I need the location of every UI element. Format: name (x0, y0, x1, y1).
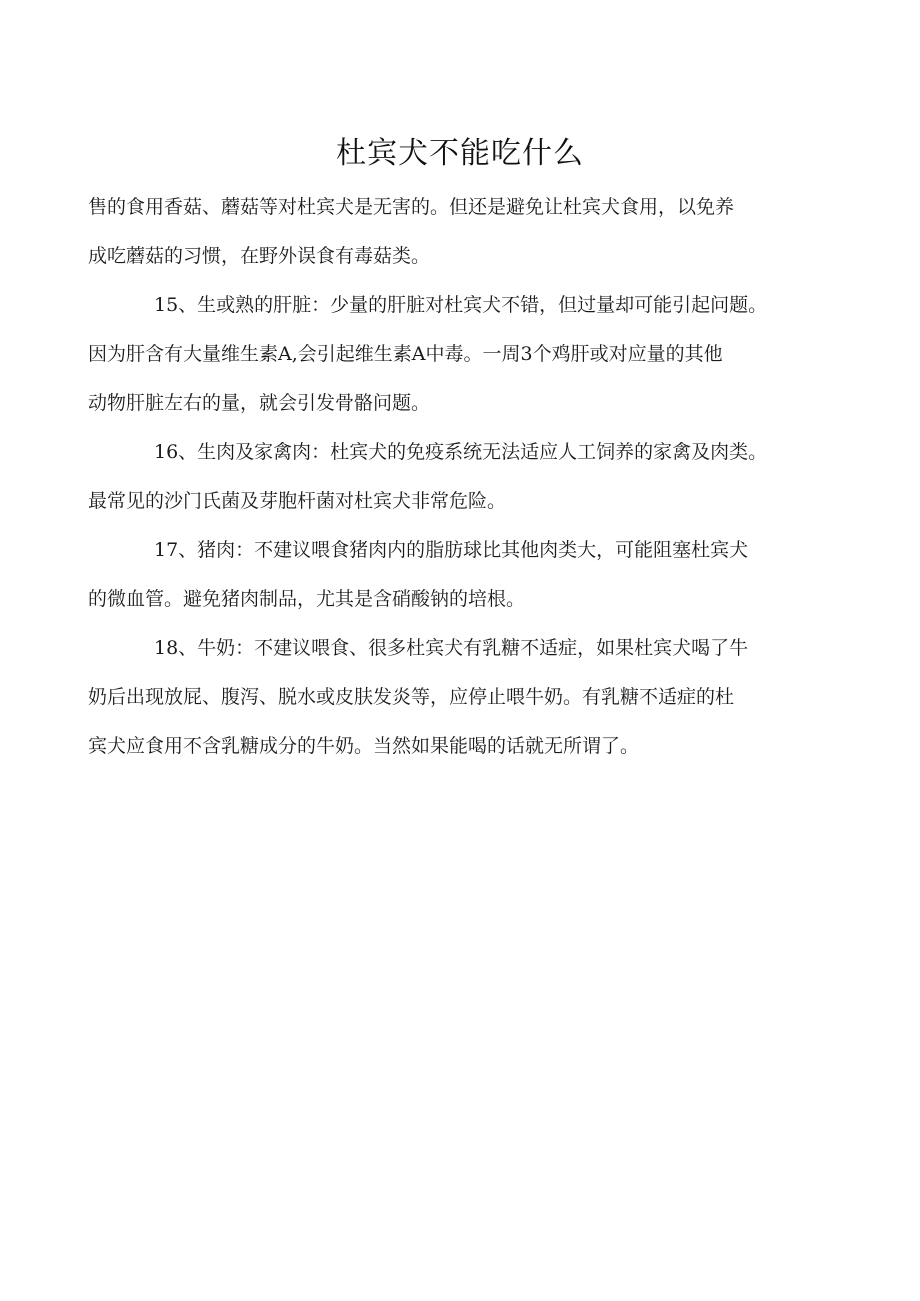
text-line: 成吃蘑菇的习惯，在野外误食有毒菇类。 (88, 245, 431, 267)
text-line: 因为肝含有大量维生素A,会引起维生素A中毒。一周3个鸡肝或对应量的其他 (88, 343, 723, 365)
paragraph-item-16-raw-meat (88, 428, 834, 526)
paragraph-mushroom-continued (88, 183, 834, 281)
page-title: 杜宾犬不能吃什么 (336, 136, 584, 171)
text-line: 宾犬应食用不含乳糖成分的牛奶。当然如果能喝的话就无所谓了。 (88, 735, 640, 757)
document-body (88, 183, 834, 771)
text-line: 售的食用香菇、蘑菇等对杜宾犬是无害的。但还是避免让杜宾犬食用，以免养 (88, 196, 735, 218)
text-line: 17、猪肉：不建议喂食猪肉内的脂肪球比其他肉类大，可能阻塞杜宾犬 (154, 539, 749, 561)
text-line: 18、牛奶：不建议喂食、很多杜宾犬有乳糖不适症，如果杜宾犬喝了牛 (154, 637, 749, 659)
paragraph-item-17-pork (88, 526, 834, 624)
paragraph-item-18-milk (88, 624, 834, 771)
text-line: 最常见的沙门氏菌及芽胞杆菌对杜宾犬非常危险。 (88, 490, 507, 512)
paragraph-item-15-liver (88, 281, 834, 428)
text-line: 奶后出现放屁、腹泻、脱水或皮肤发炎等，应停止喂牛奶。有乳糖不适症的杜 (88, 686, 735, 708)
text-line: 15、生或熟的肝脏：少量的肝脏对杜宾犬不错，但过量却可能引起问题。 (154, 294, 768, 316)
text-line: 16、生肉及家禽肉：杜宾犬的免疫系统无法适应人工饲养的家禽及肉类。 (154, 441, 768, 463)
text-line: 的微血管。避免猪肉制品，尤其是含硝酸钠的培根。 (88, 588, 526, 610)
text-line: 动物肝脏左右的量，就会引发骨骼问题。 (88, 392, 431, 414)
